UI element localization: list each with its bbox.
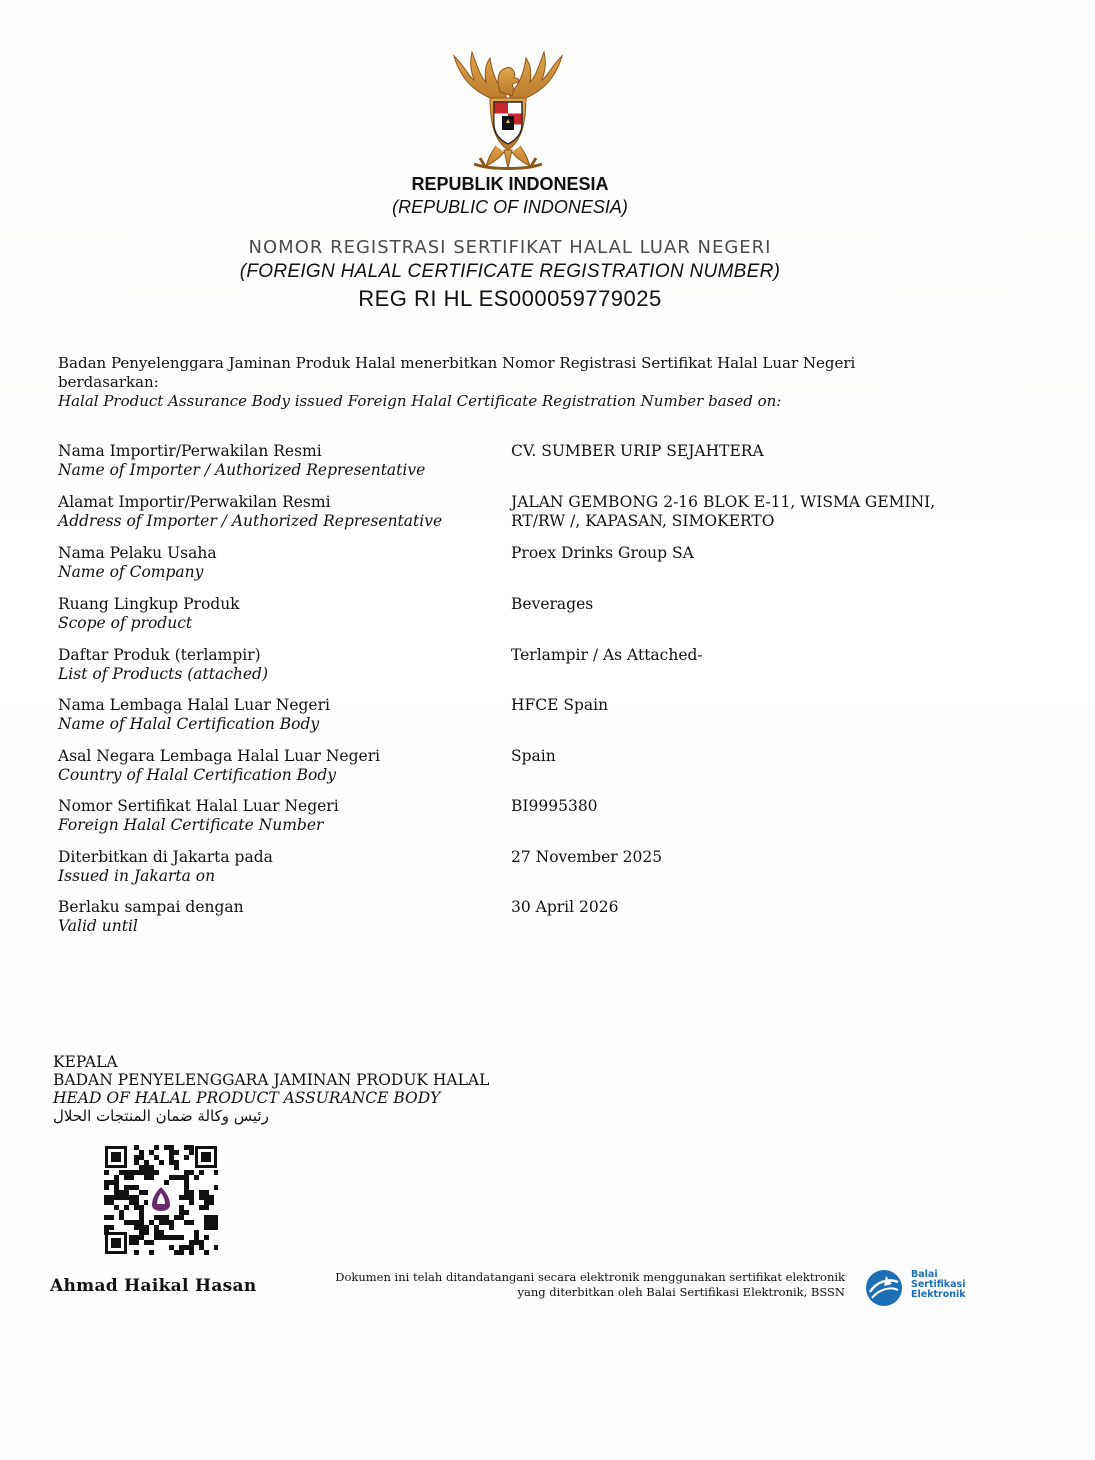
field-row-importer-name	[0, 442, 1095, 490]
garuda-emblem-icon	[440, 46, 576, 174]
signatory-title-en: HEAD OF HALAL PRODUCT ASSURANCE BODY	[53, 1089, 441, 1107]
electronic-signature-note	[310, 1270, 845, 1300]
field-label-id: Ruang Lingkup Produk	[58, 595, 240, 613]
field-label	[58, 595, 240, 633]
field-label	[58, 797, 339, 835]
field-value: Terlampir / As Attached-	[511, 646, 703, 664]
field-value: 27 November 2025	[511, 848, 663, 866]
field-label-en: List of Products (attached)	[58, 665, 269, 683]
field-label-id: Daftar Produk (terlampir)	[58, 646, 261, 664]
field-value: 30 April 2026	[511, 898, 619, 916]
field-label-en: Address of Importer / Authorized Representative	[58, 512, 443, 530]
signer-name: Ahmad Haikal Hasan	[50, 1276, 257, 1296]
field-row-certificate-number	[0, 797, 1095, 845]
field-label-id: Alamat Importir/Perwakilan Resmi	[58, 493, 331, 511]
field-value: HFCE Spain	[511, 696, 609, 714]
field-row-company-name	[0, 544, 1095, 592]
country-title-en: (REPUBLIC OF INDONESIA)	[392, 197, 628, 217]
registration-title-en: (FOREIGN HALAL CERTIFICATE REGISTRATION NUMBER)	[239, 261, 781, 282]
bsre-logo-line2: Sertifikasi	[911, 1279, 966, 1290]
field-value: BI9995380	[511, 797, 598, 815]
field-label-en: Name of Importer / Authorized Representative	[58, 461, 426, 479]
field-label-en: Country of Halal Certification Body	[58, 766, 337, 784]
field-label-id: Diterbitkan di Jakarta pada	[58, 848, 273, 866]
intro-text-en: Halal Product Assurance Body issued Foreign Halal Certificate Registration Number based on:	[58, 392, 782, 410]
field-row-certification-country	[0, 747, 1095, 795]
signatory-title	[53, 1053, 489, 1125]
field-value: Spain	[511, 747, 556, 765]
country-title: REPUBLIK INDONESIA	[411, 174, 609, 194]
field-label	[58, 544, 217, 582]
field-label	[58, 646, 268, 684]
signatory-title-line2: BADAN PENYELENGGARA JAMINAN PRODUK HALAL	[53, 1071, 490, 1089]
bsre-logo-text	[911, 1270, 966, 1300]
field-label-id: Nomor Sertifikat Halal Luar Negeri	[58, 797, 339, 815]
bsre-logo-line3: Elektronik	[911, 1289, 966, 1300]
field-label-en: Valid until	[58, 917, 138, 935]
field-label-id: Nama Lembaga Halal Luar Negeri	[58, 696, 330, 714]
signatory-title-ar: رئيس وكالة ضمان المنتجات الحلال	[53, 1107, 269, 1125]
field-label	[58, 442, 425, 480]
field-label	[58, 696, 330, 734]
bsre-logo-line1: Balai	[911, 1269, 938, 1280]
field-row-valid-until	[0, 898, 1095, 946]
field-label	[58, 747, 380, 785]
signature-note-line1: Dokumen ini telah ditandatangani secara elektronik menggunakan sertifikat elektronik	[335, 1270, 845, 1284]
intro-text: Badan Penyelenggara Jaminan Produk Halal menerbitkan Nomor Registrasi Sertifikat Halal Luar Negeri berdasarkan:	[58, 354, 856, 391]
signature-note-line2: yang diterbitkan oleh Balai Sertifikasi Elektronik, BSSN	[517, 1285, 845, 1299]
field-label	[58, 848, 273, 886]
field-label-id: Nama Importir/Perwakilan Resmi	[58, 442, 322, 460]
signatory-title-line1: KEPALA	[53, 1053, 118, 1071]
field-value: CV. SUMBER URIP SEJAHTERA	[511, 442, 764, 460]
field-row-importer-address	[0, 493, 1095, 541]
field-label-id: Nama Pelaku Usaha	[58, 544, 217, 562]
signature-qr-code-icon	[104, 1145, 218, 1255]
intro-statement	[58, 354, 918, 411]
field-label-en: Scope of product	[58, 614, 193, 632]
field-label-en: Name of Halal Certification Body	[58, 715, 320, 733]
field-row-product-scope	[0, 595, 1095, 643]
field-value: Beverages	[511, 595, 594, 613]
field-row-issued-date	[0, 848, 1095, 896]
field-value: JALAN GEMBONG 2-16 BLOK E-11, WISMA GEMINI, RT/RW /, KAPASAN, SIMOKERTO	[511, 493, 936, 530]
field-label-id: Berlaku sampai dengan	[58, 898, 244, 916]
registration-title: NOMOR REGISTRASI SERTIFIKAT HALAL LUAR NEGERI	[248, 237, 772, 258]
field-label-en: Foreign Halal Certificate Number	[58, 816, 324, 834]
field-label	[58, 898, 244, 936]
field-label	[58, 493, 442, 531]
field-label-id: Asal Negara Lembaga Halal Luar Negeri	[58, 747, 381, 765]
field-value: Proex Drinks Group SA	[511, 544, 694, 562]
field-row-certification-body	[0, 696, 1095, 744]
field-row-product-list	[0, 646, 1095, 694]
field-label-en: Issued in Jakarta on	[58, 867, 216, 885]
bsre-logo-icon	[864, 1268, 904, 1308]
registration-number: REG RI HL ES000059779025	[358, 286, 662, 311]
field-label-en: Name of Company	[58, 563, 204, 581]
